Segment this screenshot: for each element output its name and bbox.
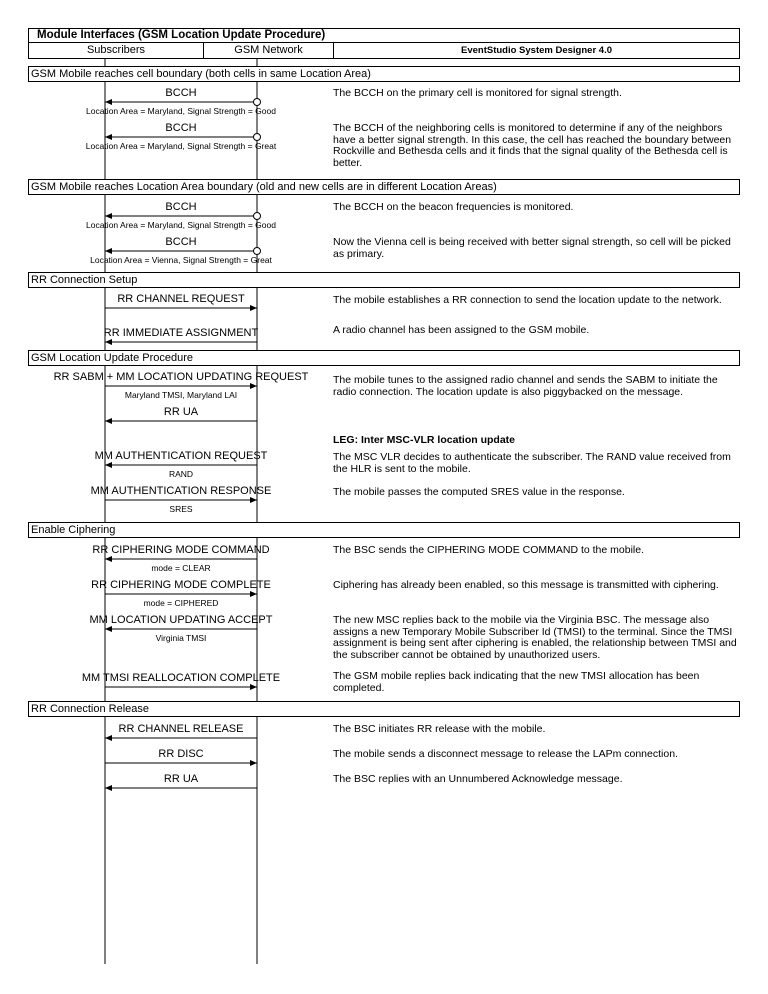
message-label: RR CIPHERING MODE COMPLETE: [91, 579, 271, 591]
message-label: BCCH: [165, 87, 197, 99]
leg-heading: LEG: Inter MSC-VLR location update: [333, 434, 516, 446]
message-parameter: mode = CIPHERED: [143, 598, 219, 608]
message-label: BCCH: [165, 201, 197, 213]
gsm-network-column-header: GSM Network: [203, 43, 334, 59]
message-label: RR IMMEDIATE ASSIGNMENT: [103, 327, 259, 339]
remark-text: The MSC VLR decides to authenticate the subscriber. The RAND value received from the HLR is sent to the mobile.: [333, 451, 731, 475]
message-label: BCCH: [165, 122, 197, 134]
message-label: RR CIPHERING MODE COMMAND: [92, 544, 270, 556]
message-parameter: Location Area = Maryland, Signal Strength = Great: [85, 141, 277, 151]
broadcast-origin-circle: [254, 99, 261, 106]
remark-text: The BSC initiates RR release with the mobile.: [333, 723, 546, 735]
message-label: RR SABM + MM LOCATION UPDATING REQUEST: [53, 371, 309, 383]
message-label: RR CHANNEL REQUEST: [117, 293, 245, 305]
section-header: GSM Mobile reaches Location Area boundary (old and new cells are in different Location Areas): [28, 179, 740, 195]
message-parameter: mode = CLEAR: [151, 563, 211, 573]
section-header: GSM Mobile reaches cell boundary (both cells in same Location Area): [28, 66, 740, 82]
message-parameter: RAND: [168, 469, 194, 479]
remark-text: The BCCH on the beacon frequencies is monitored.: [333, 201, 574, 213]
remark-text: The mobile sends a disconnect message to release the LAPm connection.: [333, 748, 678, 760]
remark-text: The BSC sends the CIPHERING MODE COMMAND to the mobile.: [333, 544, 645, 556]
remark-text: The new MSC replies back to the mobile via the Virginia BSC. The message also assigns a new Temporary Mobile Subscriber Id (TMSI) to the terminal. Since the TMSI assignment is being sent after ciphering is enabled, the relationship between TMSI and the subscriber cannot be obtained by unauthorized users.: [333, 614, 737, 661]
remark-text: Now the Vienna cell is being received with better signal strength, so cell will be picked as primary.: [333, 236, 731, 260]
message-parameter: Maryland TMSI, Maryland LAI: [124, 390, 238, 400]
remark-text: Ciphering has already been enabled, so this message is transmitted with ciphering.: [333, 579, 719, 591]
message-parameter: Location Area = Vienna, Signal Strength = Great: [90, 255, 272, 265]
message-label: MM LOCATION UPDATING ACCEPT: [89, 614, 273, 626]
message-label: MM AUTHENTICATION RESPONSE: [90, 485, 272, 497]
broadcast-origin-circle: [254, 248, 261, 255]
message-label: RR UA: [163, 773, 199, 785]
remark-text: The mobile tunes to the assigned radio channel and sends the SABM to initiate the radio connection. The location update is also piggybacked on the message.: [333, 374, 718, 398]
remark-text: The mobile passes the computed SRES value in the response.: [333, 486, 625, 498]
tool-name-header: EventStudio System Designer 4.0: [333, 43, 740, 59]
message-label: MM AUTHENTICATION REQUEST: [94, 450, 268, 462]
broadcast-origin-circle: [254, 213, 261, 220]
broadcast-origin-circle: [254, 134, 261, 141]
remark-text: The BCCH on the primary cell is monitored for signal strength.: [333, 87, 622, 99]
message-parameter: Virginia TMSI: [155, 633, 207, 643]
section-header: Enable Ciphering: [28, 522, 740, 538]
subscribers-column-header: Subscribers: [28, 43, 204, 59]
remark-text: The GSM mobile replies back indicating that the new TMSI allocation has been completed.: [333, 670, 700, 694]
message-label: RR UA: [163, 406, 199, 418]
message-parameter: Location Area = Maryland, Signal Strength = Good: [86, 106, 276, 116]
remark-text: The mobile establishes a RR connection to send the location update to the network.: [333, 294, 722, 306]
message-label: MM TMSI REALLOCATION COMPLETE: [81, 672, 281, 684]
diagram-title: Module Interfaces (GSM Location Update Procedure): [28, 28, 740, 43]
message-parameter: Location Area = Maryland, Signal Strength = Good: [86, 220, 276, 230]
remark-text: A radio channel has been assigned to the GSM mobile.: [333, 324, 590, 336]
section-header: RR Connection Setup: [28, 272, 740, 288]
remark-text: The BSC replies with an Unnumbered Acknowledge message.: [333, 773, 623, 785]
message-label: BCCH: [165, 236, 197, 248]
section-header: GSM Location Update Procedure: [28, 350, 740, 366]
remark-text: The BCCH of the neighboring cells is monitored to determine if any of the neighbors have a better signal strength. In this case, the cell has reached the boundary between Rockville and Bethesda cells and it finds that the signal quality of the Bethesda cell is better.: [333, 122, 732, 169]
message-parameter: SRES: [169, 504, 193, 514]
message-label: RR CHANNEL RELEASE: [118, 723, 244, 735]
message-label: RR DISC: [158, 748, 204, 760]
section-header: RR Connection Release: [28, 701, 740, 717]
